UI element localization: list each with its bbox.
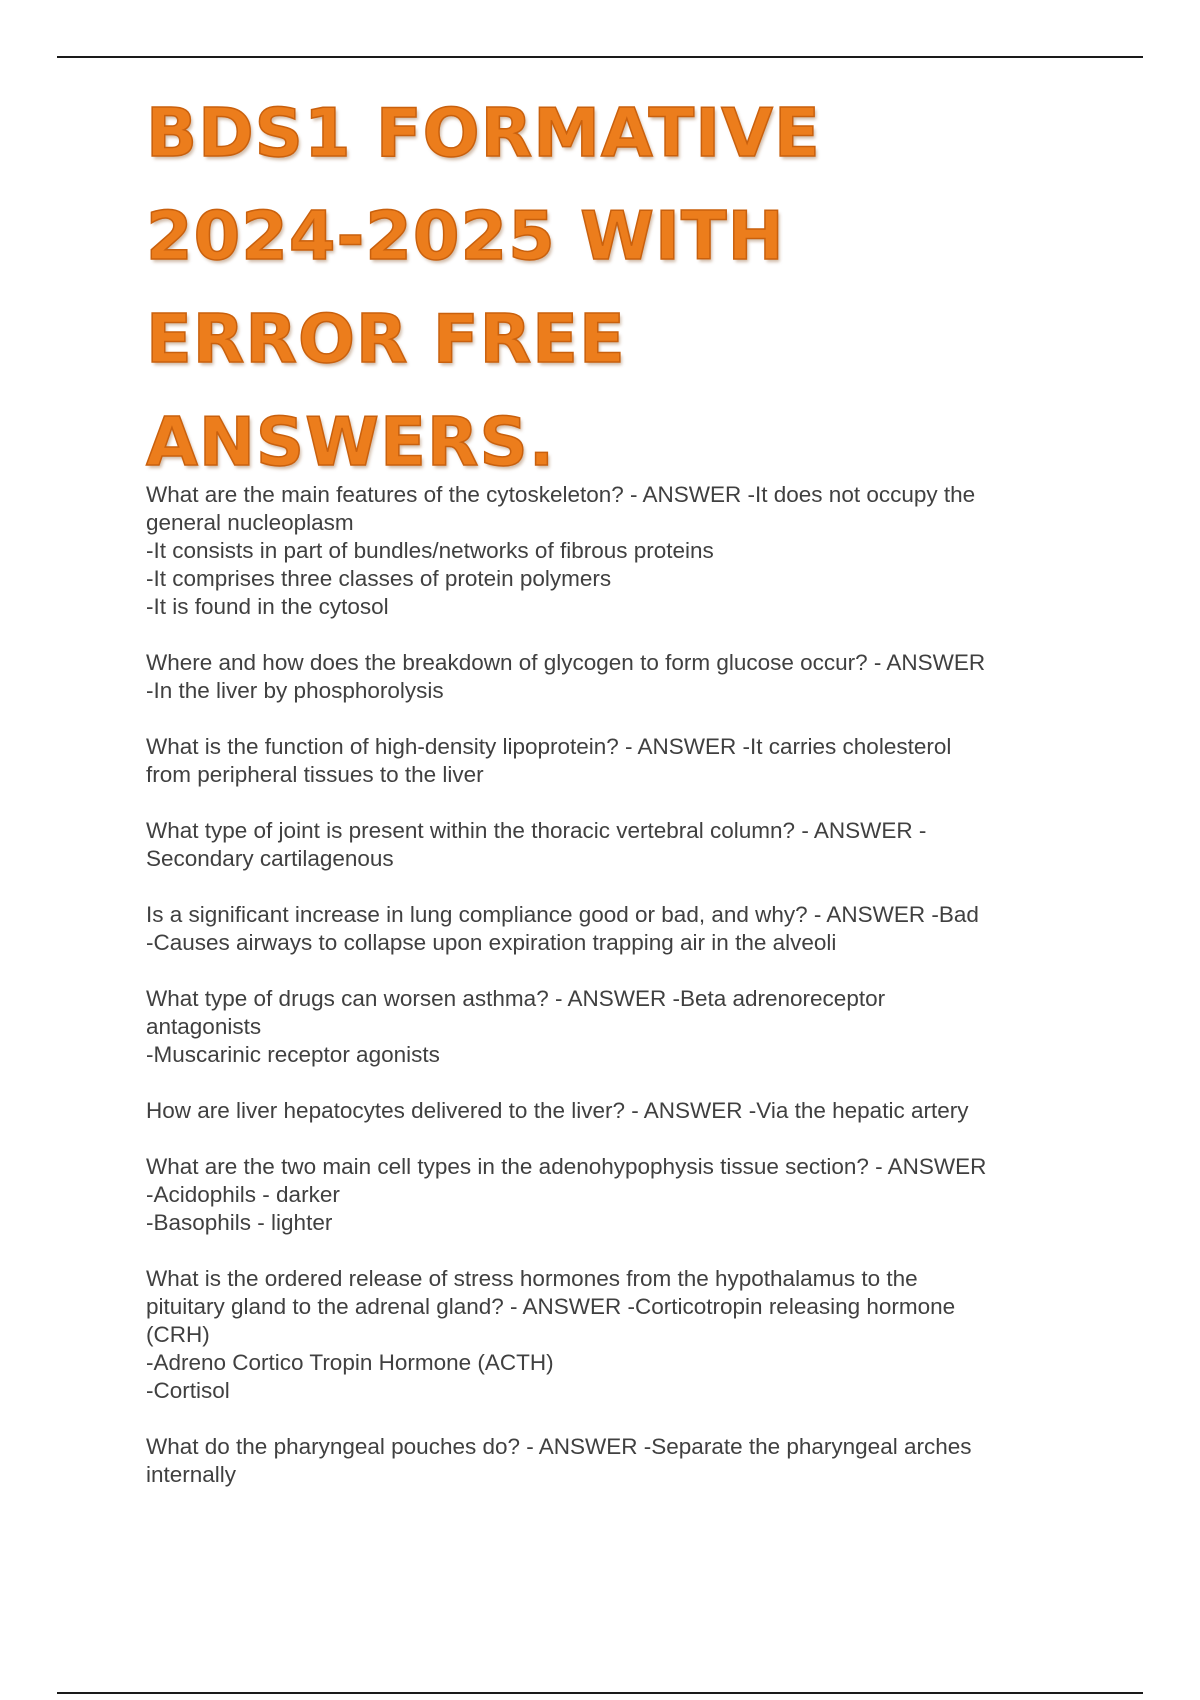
title-line: ANSWERS. <box>146 403 556 481</box>
document-title <box>146 82 821 494</box>
qa-line: What are the two main cell types in the adenohypophysis tissue section? - ANSWER <box>146 1154 987 1179</box>
qa-item-thoracic-joint <box>146 817 1066 873</box>
qa-line: What do the pharyngeal pouches do? - ANSWER -Separate the pharyngeal arches <box>146 1434 972 1459</box>
title-line: ERROR FREE <box>146 300 626 378</box>
qa-item-hepatocytes <box>146 1097 1066 1125</box>
qa-line: antagonists <box>146 1014 262 1039</box>
qa-item-adenohypophysis <box>146 1153 1066 1237</box>
qa-item-asthma-drugs <box>146 985 1066 1069</box>
qa-line: -It is found in the cytosol <box>146 594 389 619</box>
qa-line: -Adreno Cortico Tropin Hormone (ACTH) <box>146 1350 554 1375</box>
qa-line: What type of joint is present within the thoracic vertebral column? - ANSWER - <box>146 818 927 843</box>
bottom-rule <box>57 1692 1143 1694</box>
qa-list <box>146 481 1066 1517</box>
qa-line: general nucleoplasm <box>146 510 354 535</box>
qa-line: -Causes airways to collapse upon expiration trapping air in the alveoli <box>146 930 837 955</box>
qa-line: Secondary cartilagenous <box>146 846 394 871</box>
qa-line: What is the ordered release of stress hormones from the hypothalamus to the <box>146 1266 918 1291</box>
qa-line: pituitary gland to the adrenal gland? - ANSWER -Corticotropin releasing hormone <box>146 1294 956 1319</box>
qa-item-glycogen <box>146 649 1066 705</box>
qa-line: -Basophils - lighter <box>146 1210 333 1235</box>
qa-line: -In the liver by phosphorolysis <box>146 678 444 703</box>
title-line: BDS1 FORMATIVE <box>146 94 821 172</box>
qa-line: How are liver hepatocytes delivered to the liver? - ANSWER -Via the hepatic artery <box>146 1098 969 1123</box>
qa-line: What type of drugs can worsen asthma? - ANSWER -Beta adrenoreceptor <box>146 986 886 1011</box>
qa-line: from peripheral tissues to the liver <box>146 762 484 787</box>
qa-item-stress-hormones <box>146 1265 1066 1405</box>
qa-line: -It consists in part of bundles/networks of fibrous proteins <box>146 538 714 563</box>
qa-item-hdl <box>146 733 1066 789</box>
qa-line: Where and how does the breakdown of glycogen to form glucose occur? - ANSWER <box>146 650 986 675</box>
qa-line: Is a significant increase in lung compliance good or bad, and why? - ANSWER -Bad <box>146 902 979 927</box>
top-rule <box>57 56 1143 58</box>
title-line: 2024-2025 WITH <box>146 197 785 275</box>
qa-line: -Cortisol <box>146 1378 230 1403</box>
qa-item-lung-compliance <box>146 901 1066 957</box>
qa-line: What is the function of high-density lipoprotein? - ANSWER -It carries cholesterol <box>146 734 952 759</box>
qa-line: (CRH) <box>146 1322 210 1347</box>
qa-line: -It comprises three classes of protein polymers <box>146 566 612 591</box>
qa-line: -Acidophils - darker <box>146 1182 340 1207</box>
qa-line: -Muscarinic receptor agonists <box>146 1042 440 1067</box>
qa-item-pharyngeal-pouches <box>146 1433 1066 1489</box>
qa-line: What are the main features of the cytoskeleton? - ANSWER -It does not occupy the <box>146 482 976 507</box>
qa-item-cytoskeleton <box>146 481 1066 621</box>
qa-line: internally <box>146 1462 237 1487</box>
